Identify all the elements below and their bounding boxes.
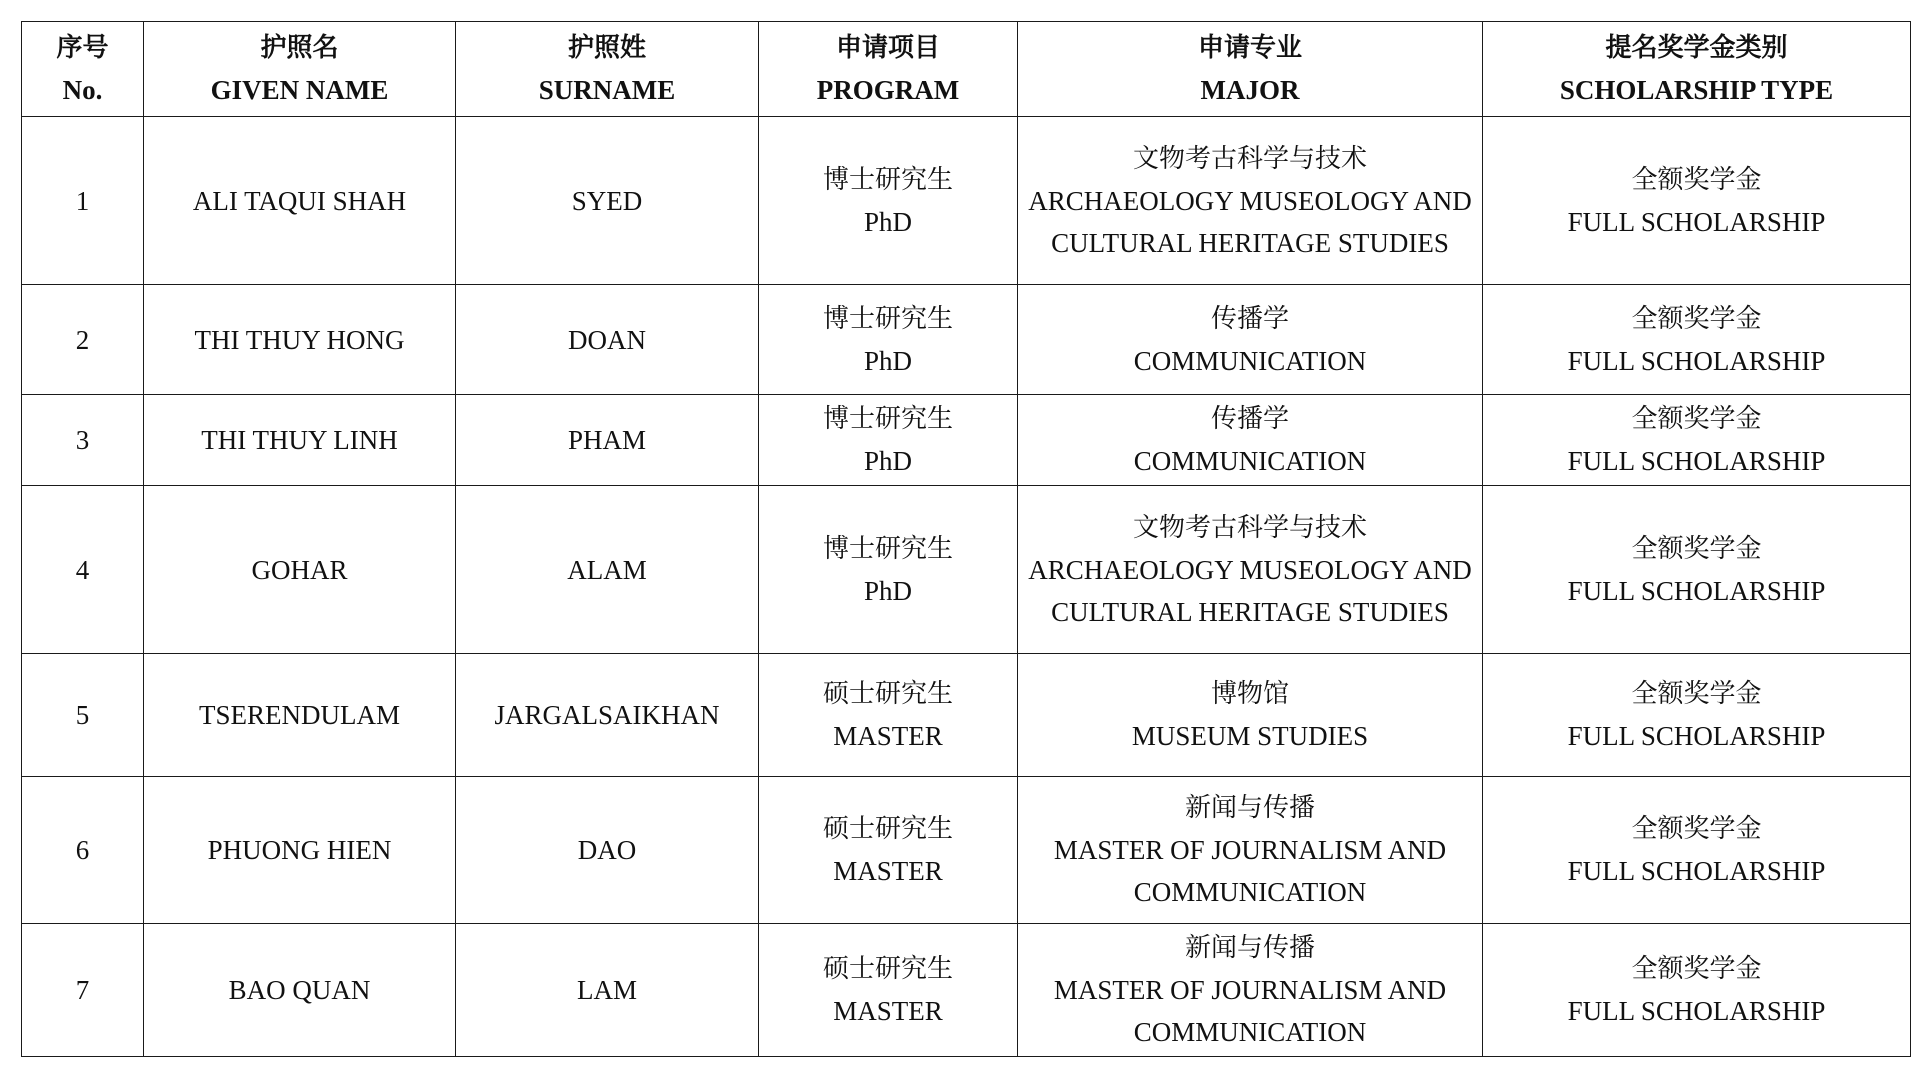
- cell-major: [1018, 777, 1483, 924]
- scholarship-en: FULL SCHOLARSHIP: [1567, 721, 1826, 751]
- major-zh: 新闻与传播: [1184, 793, 1315, 823]
- table-row: [22, 117, 1911, 285]
- cell-given-name: THI THUY LINH: [144, 395, 456, 486]
- header-no-zh: 序号: [56, 33, 109, 63]
- cell-surname: SYED: [456, 117, 759, 285]
- cell-program: [759, 777, 1018, 924]
- cell-given-name: GOHAR: [144, 486, 456, 654]
- cell-no: 5: [22, 654, 144, 777]
- header-surname-zh: 护照姓: [567, 33, 646, 63]
- cell-no: 6: [22, 777, 144, 924]
- scholarship-en: FULL SCHOLARSHIP: [1567, 575, 1826, 606]
- major-zh: 传播学: [1210, 303, 1289, 334]
- cell-major: [1018, 395, 1483, 486]
- cell-program: [759, 395, 1018, 486]
- header-program: [759, 22, 1018, 117]
- cell-scholarship: [1483, 117, 1911, 285]
- cell-surname: DAO: [456, 777, 759, 924]
- table-row: [22, 285, 1911, 395]
- program-zh: 博士研究生: [822, 404, 953, 434]
- program-en: PhD: [863, 446, 912, 476]
- program-en: PhD: [863, 575, 912, 606]
- cell-scholarship: [1483, 486, 1911, 654]
- table-row: [22, 395, 1911, 486]
- cell-major: [1018, 117, 1483, 285]
- cell-no: 7: [22, 924, 144, 1057]
- cell-program: [759, 654, 1018, 777]
- program-zh: 博士研究生: [822, 164, 953, 195]
- header-major-zh: 申请专业: [1197, 33, 1302, 63]
- cell-major: [1018, 924, 1483, 1057]
- cell-surname: JARGALSAIKHAN: [456, 654, 759, 777]
- program-en: PhD: [863, 206, 912, 237]
- table-row: [22, 924, 1911, 1057]
- header-major-en: MAJOR: [1200, 75, 1300, 105]
- scholarship-table: [21, 21, 1911, 1057]
- program-en: MASTER: [833, 856, 943, 886]
- cell-program: [759, 117, 1018, 285]
- program-en: PhD: [863, 345, 912, 376]
- cell-scholarship: [1483, 395, 1911, 486]
- scholarship-zh: 全额奖学金: [1631, 303, 1762, 334]
- header-program-en: PROGRAM: [816, 75, 960, 105]
- cell-program: [759, 924, 1018, 1057]
- cell-surname: DOAN: [456, 285, 759, 395]
- cell-given-name: PHUONG HIEN: [144, 777, 456, 924]
- header-surname-en: SURNAME: [538, 75, 676, 105]
- scholarship-zh: 全额奖学金: [1631, 404, 1762, 434]
- major-zh: 文物考古科学与技术: [1132, 143, 1367, 174]
- cell-no: 2: [22, 285, 144, 395]
- scholarship-en: FULL SCHOLARSHIP: [1567, 996, 1826, 1026]
- cell-scholarship: [1483, 777, 1911, 924]
- header-scholarship-zh: 提名奖学金类别: [1605, 33, 1788, 63]
- scholarship-zh: 全额奖学金: [1631, 954, 1762, 984]
- program-zh: 博士研究生: [822, 303, 953, 334]
- header-no-en: No.: [62, 75, 103, 105]
- cell-surname: LAM: [456, 924, 759, 1057]
- header-row: [22, 22, 1911, 117]
- major-en: ARCHAEOLOGY MUSEOLOGY AND CULTURAL HERITAGE STUDIES: [1028, 554, 1472, 627]
- header-surname: [456, 22, 759, 117]
- cell-major: [1018, 654, 1483, 777]
- header-program-zh: 申请项目: [835, 33, 940, 63]
- header-scholarship-en: SCHOLARSHIP TYPE: [1559, 75, 1834, 105]
- cell-no: 1: [22, 117, 144, 285]
- cell-no: 4: [22, 486, 144, 654]
- table-row: [22, 654, 1911, 777]
- major-en: COMMUNICATION: [1133, 345, 1367, 376]
- header-scholarship-type: [1483, 22, 1911, 117]
- major-zh: 博物馆: [1210, 679, 1289, 709]
- header-no: [22, 22, 144, 117]
- scholarship-en: FULL SCHOLARSHIP: [1567, 345, 1826, 376]
- scholarship-en: FULL SCHOLARSHIP: [1567, 446, 1826, 476]
- scholarship-zh: 全额奖学金: [1631, 533, 1762, 564]
- table-row: [22, 777, 1911, 924]
- header-given-name: [144, 22, 456, 117]
- cell-surname: ALAM: [456, 486, 759, 654]
- program-zh: 硕士研究生: [822, 954, 953, 984]
- program-en: MASTER: [833, 721, 943, 751]
- major-zh: 文物考古科学与技术: [1132, 512, 1367, 543]
- program-zh: 硕士研究生: [822, 679, 953, 709]
- cell-major: [1018, 486, 1483, 654]
- cell-scholarship: [1483, 924, 1911, 1057]
- header-given-name-en: GIVEN NAME: [210, 75, 389, 105]
- cell-no: 3: [22, 395, 144, 486]
- major-en: ARCHAEOLOGY MUSEOLOGY AND CULTURAL HERITAGE STUDIES: [1028, 185, 1472, 258]
- table-row: [22, 486, 1911, 654]
- cell-program: [759, 486, 1018, 654]
- cell-given-name: ALI TAQUI SHAH: [144, 117, 456, 285]
- program-en: MASTER: [833, 996, 943, 1026]
- scholarship-en: FULL SCHOLARSHIP: [1567, 856, 1826, 886]
- program-zh: 博士研究生: [822, 533, 953, 564]
- cell-program: [759, 285, 1018, 395]
- cell-given-name: THI THUY HONG: [144, 285, 456, 395]
- cell-major: [1018, 285, 1483, 395]
- header-major: [1018, 22, 1483, 117]
- major-zh: 新闻与传播: [1184, 933, 1315, 963]
- major-zh: 传播学: [1210, 404, 1289, 434]
- scholarship-zh: 全额奖学金: [1631, 814, 1762, 844]
- cell-scholarship: [1483, 654, 1911, 777]
- program-zh: 硕士研究生: [822, 814, 953, 844]
- scholarship-zh: 全额奖学金: [1631, 164, 1762, 195]
- scholarship-en: FULL SCHOLARSHIP: [1567, 206, 1826, 237]
- scholarship-zh: 全额奖学金: [1631, 679, 1762, 709]
- major-en: MASTER OF JOURNALISM AND COMMUNICATION: [1053, 835, 1447, 907]
- major-en: MUSEUM STUDIES: [1131, 721, 1369, 751]
- cell-given-name: TSERENDULAM: [144, 654, 456, 777]
- major-en: COMMUNICATION: [1133, 446, 1367, 476]
- header-given-name-zh: 护照名: [260, 33, 339, 63]
- major-en: MASTER OF JOURNALISM AND COMMUNICATION: [1053, 975, 1447, 1047]
- cell-given-name: BAO QUAN: [144, 924, 456, 1057]
- cell-surname: PHAM: [456, 395, 759, 486]
- cell-scholarship: [1483, 285, 1911, 395]
